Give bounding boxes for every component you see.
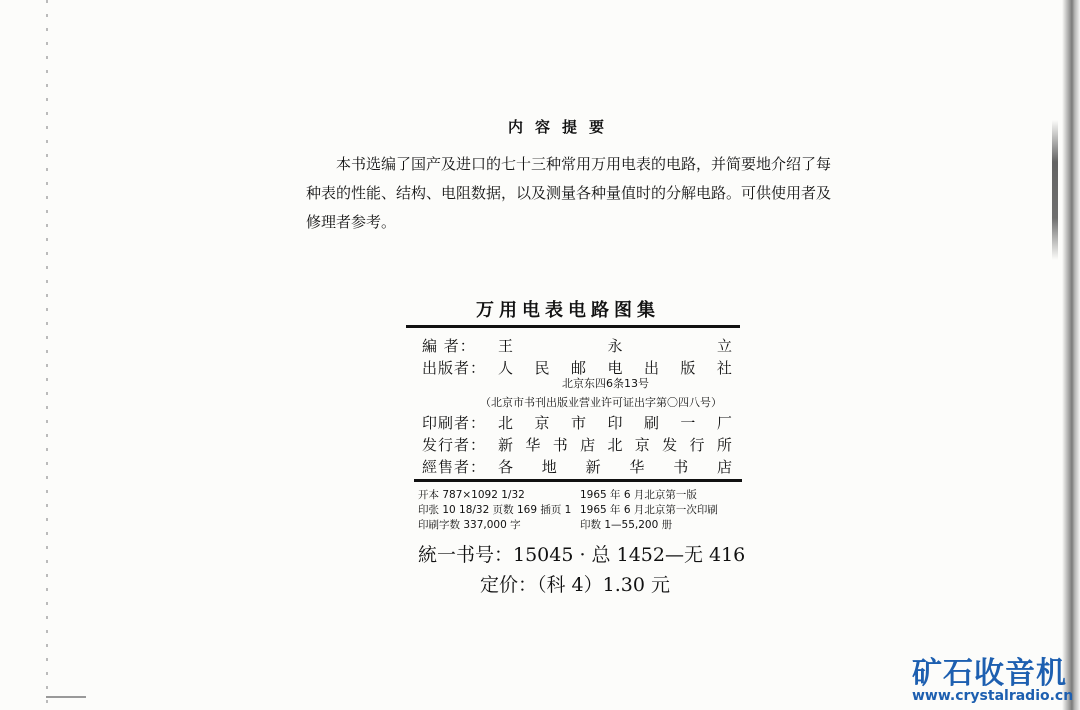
row-value bbox=[498, 434, 732, 455]
scan-bottom-mark bbox=[46, 696, 86, 698]
summary-line: 本书选编了国产及进口的七十三种常用万用电表的电路，并简要地介绍了每 bbox=[336, 155, 832, 173]
row-value-char: 京 bbox=[534, 414, 550, 432]
colophon-mid-rule bbox=[414, 479, 742, 482]
row-value-char: 所 bbox=[716, 436, 732, 454]
row-value-char: 店 bbox=[716, 458, 732, 476]
row-value-char: 行 bbox=[689, 436, 705, 454]
summary-line: 种表的性能、结构、电阻数据，以及测量各种量值时的分解电路。可供使用者及 bbox=[306, 184, 832, 202]
row-value-char: 新 bbox=[585, 458, 601, 476]
unified-book-number: 統一书号：15045 · 总 1452—无 416 bbox=[418, 544, 746, 566]
row-value-char: 王 bbox=[498, 337, 514, 355]
row-value-char: 社 bbox=[716, 359, 732, 377]
watermark-url[interactable]: www.crystalradio.cn bbox=[912, 688, 1074, 704]
publisher-address: 北京东四6条13号 bbox=[562, 377, 649, 390]
colophon-row-seller bbox=[422, 456, 734, 480]
row-value bbox=[498, 412, 732, 433]
scan-right-edge-shadow bbox=[1062, 0, 1080, 710]
row-label: 編 者： bbox=[422, 337, 476, 355]
row-value-char: 华 bbox=[629, 458, 645, 476]
row-value-char: 印 bbox=[607, 414, 623, 432]
pub-first-edition: 1965 年 6 月北京第一版 bbox=[580, 489, 697, 501]
book-title: 万用电表电路图集 bbox=[476, 300, 660, 321]
colophon-top-rule bbox=[406, 325, 740, 328]
pub-first-print: 1965 年 6 月北京第一次印刷 bbox=[580, 504, 718, 516]
row-value-char: 北 bbox=[498, 414, 514, 432]
row-value-char: 北 bbox=[607, 436, 623, 454]
row-value-char: 出 bbox=[643, 359, 659, 377]
row-value-char: 邮 bbox=[570, 359, 586, 377]
summary-line: 修理者参考。 bbox=[306, 213, 397, 231]
colophon-row-editor bbox=[422, 335, 734, 359]
scan-left-edge bbox=[46, 0, 48, 710]
row-value-char: 京 bbox=[634, 436, 650, 454]
row-value-char: 民 bbox=[534, 359, 550, 377]
row-value-char: 一 bbox=[680, 414, 696, 432]
row-value-char: 新 bbox=[498, 436, 514, 454]
pub-format: 开本 787×1092 1/32 bbox=[418, 489, 525, 501]
row-value bbox=[498, 456, 732, 477]
price: 定价：（科 4）1.30 元 bbox=[480, 574, 670, 596]
row-value bbox=[498, 335, 732, 356]
row-label: 发行者： bbox=[422, 436, 487, 454]
summary-body bbox=[306, 150, 846, 237]
row-value-char: 永 bbox=[607, 337, 623, 355]
row-value-char: 华 bbox=[525, 436, 541, 454]
colophon-row-distributor bbox=[422, 434, 734, 458]
row-value-char: 店 bbox=[580, 436, 596, 454]
row-label: 印刷者： bbox=[422, 414, 487, 432]
row-value-char: 各 bbox=[498, 458, 514, 476]
row-value-char: 立 bbox=[716, 337, 732, 355]
summary-title: 内容提要 bbox=[508, 118, 617, 136]
row-value-char: 版 bbox=[680, 359, 696, 377]
row-value-char: 刷 bbox=[643, 414, 659, 432]
colophon-row-printer bbox=[422, 412, 734, 436]
scan-right-edge-mark bbox=[1052, 120, 1058, 260]
pub-print-run: 印数 1—55,200 册 bbox=[580, 519, 673, 531]
row-label: 經售者： bbox=[422, 458, 487, 476]
row-value-char: 书 bbox=[552, 436, 568, 454]
row-value-char: 电 bbox=[607, 359, 623, 377]
row-value-char: 地 bbox=[541, 458, 557, 476]
row-value-char: 书 bbox=[673, 458, 689, 476]
watermark-logo: 矿石收音机 bbox=[912, 656, 1067, 691]
publisher-license: （北京市书刊出版业营业许可证出字第〇四八号） bbox=[480, 396, 722, 409]
pub-word-count: 印刷字数 337,000 字 bbox=[418, 519, 521, 531]
row-value-char: 厂 bbox=[716, 414, 732, 432]
row-value-char: 市 bbox=[570, 414, 586, 432]
row-label: 出版者： bbox=[422, 359, 487, 377]
row-value-char: 人 bbox=[498, 359, 514, 377]
row-value-char: 发 bbox=[662, 436, 678, 454]
pub-sheets: 印张 10 18/32 页数 169 插页 1 bbox=[418, 504, 572, 516]
